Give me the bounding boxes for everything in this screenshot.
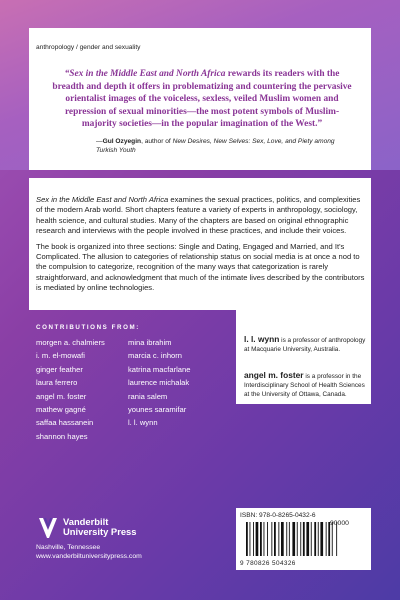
barcode-bar xyxy=(286,522,287,556)
editor-name-2: angel m. foster xyxy=(244,370,304,380)
attrib-book: New Desires, New Selves: Sex, Love, and Piety among Turkish Youth xyxy=(96,138,335,154)
editor-bio-text-1: is a professor of anthropology at Macquarie University, Australia. xyxy=(244,337,366,353)
editor-bio-1 xyxy=(244,335,368,355)
editor-name-1: l. l. wynn xyxy=(244,334,280,344)
barcode-bar xyxy=(314,522,316,556)
barcode-icon xyxy=(242,522,360,558)
press-location xyxy=(36,543,142,561)
contributor-name: morgen a. chalmiers xyxy=(36,338,105,347)
barcode-bar xyxy=(246,522,248,556)
description-title: Sex in the Middle East and North Africa xyxy=(36,195,169,204)
barcode-bar xyxy=(260,522,262,556)
book-description xyxy=(36,195,366,294)
attrib-name: Gul Ozyegin xyxy=(102,138,142,145)
barcode-bar xyxy=(336,522,337,556)
contributor-name: younes saramifar xyxy=(128,404,187,414)
press-url[interactable]: www.vanderbiltuniversitypress.com xyxy=(36,553,142,560)
barcode-bar xyxy=(300,522,301,556)
attrib-mid: , author of xyxy=(141,138,173,145)
barcode-bar xyxy=(320,522,323,556)
barcode-bar xyxy=(326,522,327,556)
contributor-name: mathew gagné xyxy=(36,404,86,414)
press-name xyxy=(63,517,136,537)
quote-attribution xyxy=(96,137,356,155)
barcode-bar xyxy=(253,522,254,556)
barcode-bar xyxy=(318,522,319,556)
contributor-name: ginger feather xyxy=(36,364,83,374)
press-name-line-1: Vanderbilt xyxy=(63,516,109,527)
attrib-dash: — xyxy=(96,138,103,145)
category-label: anthropology / gender and sexuality xyxy=(36,44,141,51)
press-city: Nashville, Tennessee xyxy=(36,544,101,551)
contributor-name: saffaa hassanein xyxy=(36,418,94,428)
contributor-name: laura ferrero xyxy=(36,378,78,388)
quote-open-mark: “ xyxy=(64,69,70,79)
barcode-digits: 9 780826 504326 xyxy=(240,560,296,567)
contributor-name: i. m. el-mowafi xyxy=(36,351,85,361)
price-code: 90000 xyxy=(330,520,349,527)
quote-text: rewards its readers with the breadth and depth it offers in problematizing and countering the pervasive orientalist images of the voiceless, sexless, veiled Muslim women and repression of sexual minorities—the most potent symbols of Muslim-majority societies—in the popular imagination of the West.” xyxy=(52,69,352,130)
vanderbilt-logo-icon xyxy=(36,516,60,540)
editor-bio-text-2: is a professor in the Interdisciplinary School of Health Sciences at the University of Ottawa, Canada. xyxy=(244,373,365,398)
barcode-bar xyxy=(278,522,279,556)
description-p1-text: examines the sexual practices, politics, and complexities of the modern Arab world. Short chapters feature a variety of experts in anthropology, sociology, health science, and cultural studies. Many of the chapters are based on original ethnographic research and interviews with the people involved in these practices, and include their voices. xyxy=(36,195,361,236)
contributor-name: l. l. wynn xyxy=(128,418,158,428)
description-paragraph-1 xyxy=(36,195,366,237)
contributor-name: rania salem xyxy=(128,391,168,401)
barcode-bar xyxy=(332,522,333,556)
contributor-name xyxy=(128,432,224,441)
isbn-label: ISBN: 978-0-8265-0432-6 xyxy=(240,512,316,519)
contributor-name: angel m. foster xyxy=(36,391,87,401)
barcode-bar xyxy=(281,522,284,556)
barcode-bar xyxy=(328,522,330,556)
contributor-name: marcia c. inhorn xyxy=(128,351,183,361)
press-name-line-2: University Press xyxy=(63,526,137,537)
quote-book-title: Sex in the Middle East and North Africa xyxy=(69,69,226,79)
barcode-bar xyxy=(303,522,305,556)
editor-bio-2 xyxy=(244,371,368,399)
barcode-bar xyxy=(306,522,309,556)
barcode-bar xyxy=(267,522,268,556)
barcode-bar xyxy=(311,522,312,556)
contributor-name: shannon hayes xyxy=(36,431,88,441)
barcode-bar xyxy=(264,522,265,556)
barcode-bar xyxy=(289,522,290,556)
endorsement-quote xyxy=(52,68,352,131)
barcode-bar xyxy=(292,522,295,556)
contributor-name: laurence michalak xyxy=(128,378,190,388)
barcode-bar xyxy=(256,522,259,556)
barcode-bar xyxy=(250,522,251,556)
description-paragraph-2: The book is organized into three sections: Single and Dating, Engaged and Married, and It's Complicated. The allusion to categories of relationship status on social media is at once a nod to the compulsion to categorize, recognition of the many ways that categorization is rarely straightforward, and acknowledgment that much of the intimate lives described by the contributors is mediated by online technologies. xyxy=(36,241,365,293)
contributor-name: katrina macfarlane xyxy=(128,364,191,374)
barcode-bar xyxy=(274,522,276,556)
barcode-bar xyxy=(297,522,298,556)
contributor-name: mina ibrahim xyxy=(128,338,172,347)
barcode-bar xyxy=(271,522,272,556)
contributions-heading: CONTRIBUTIONS FROM: xyxy=(36,324,140,331)
contributor-list xyxy=(36,338,226,441)
